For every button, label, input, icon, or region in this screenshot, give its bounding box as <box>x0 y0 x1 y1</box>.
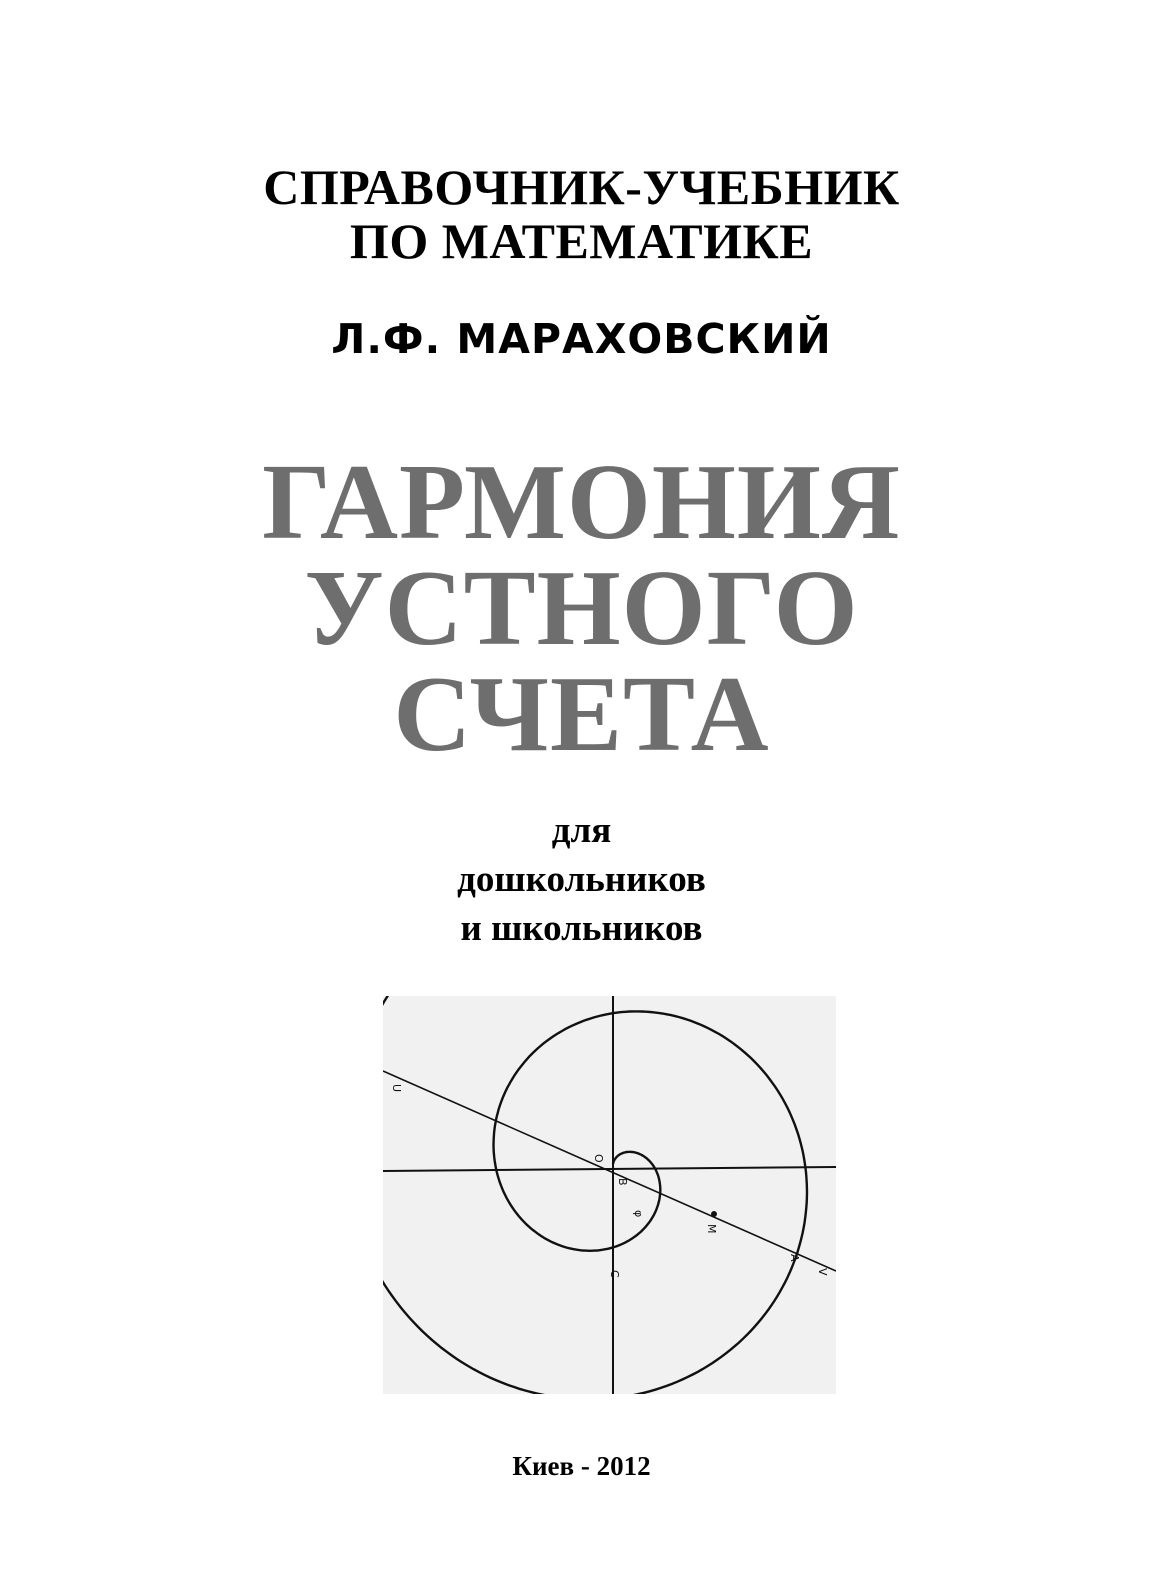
audience-line-1: для <box>551 810 612 851</box>
label-o: O <box>592 1154 605 1163</box>
book-title-line-1: ГАРМОНИЯ <box>262 443 901 562</box>
place-and-year: Киев - 2012 <box>512 1451 651 1481</box>
series-title-line-1: СПРАВОЧНИК-УЧЕБНИК <box>263 159 900 215</box>
label-b: B <box>616 1178 629 1186</box>
spiral-diagram <box>383 996 836 1394</box>
label-a: A <box>788 1254 801 1262</box>
author-name: Л.Ф. МАРАХОВСКИЙ <box>331 315 832 363</box>
label-c: C <box>608 1270 621 1278</box>
label-m: M <box>705 1224 718 1234</box>
label-u: U <box>390 1084 403 1093</box>
book-title-line-2: УСТНОГО <box>304 549 859 668</box>
audience-line-3: и школьников <box>460 908 703 949</box>
spiral-figure <box>383 996 836 1394</box>
audience-line-2: дошкольников <box>457 859 706 900</box>
label-phi: φ <box>632 1210 645 1218</box>
series-title-line-2: ПО МАТЕМАТИКЕ <box>349 213 814 269</box>
spiral-curve <box>383 996 836 1394</box>
book-title-line-3: СЧЕТА <box>393 655 770 774</box>
label-v: V <box>816 1268 829 1276</box>
point-m <box>711 1211 717 1217</box>
